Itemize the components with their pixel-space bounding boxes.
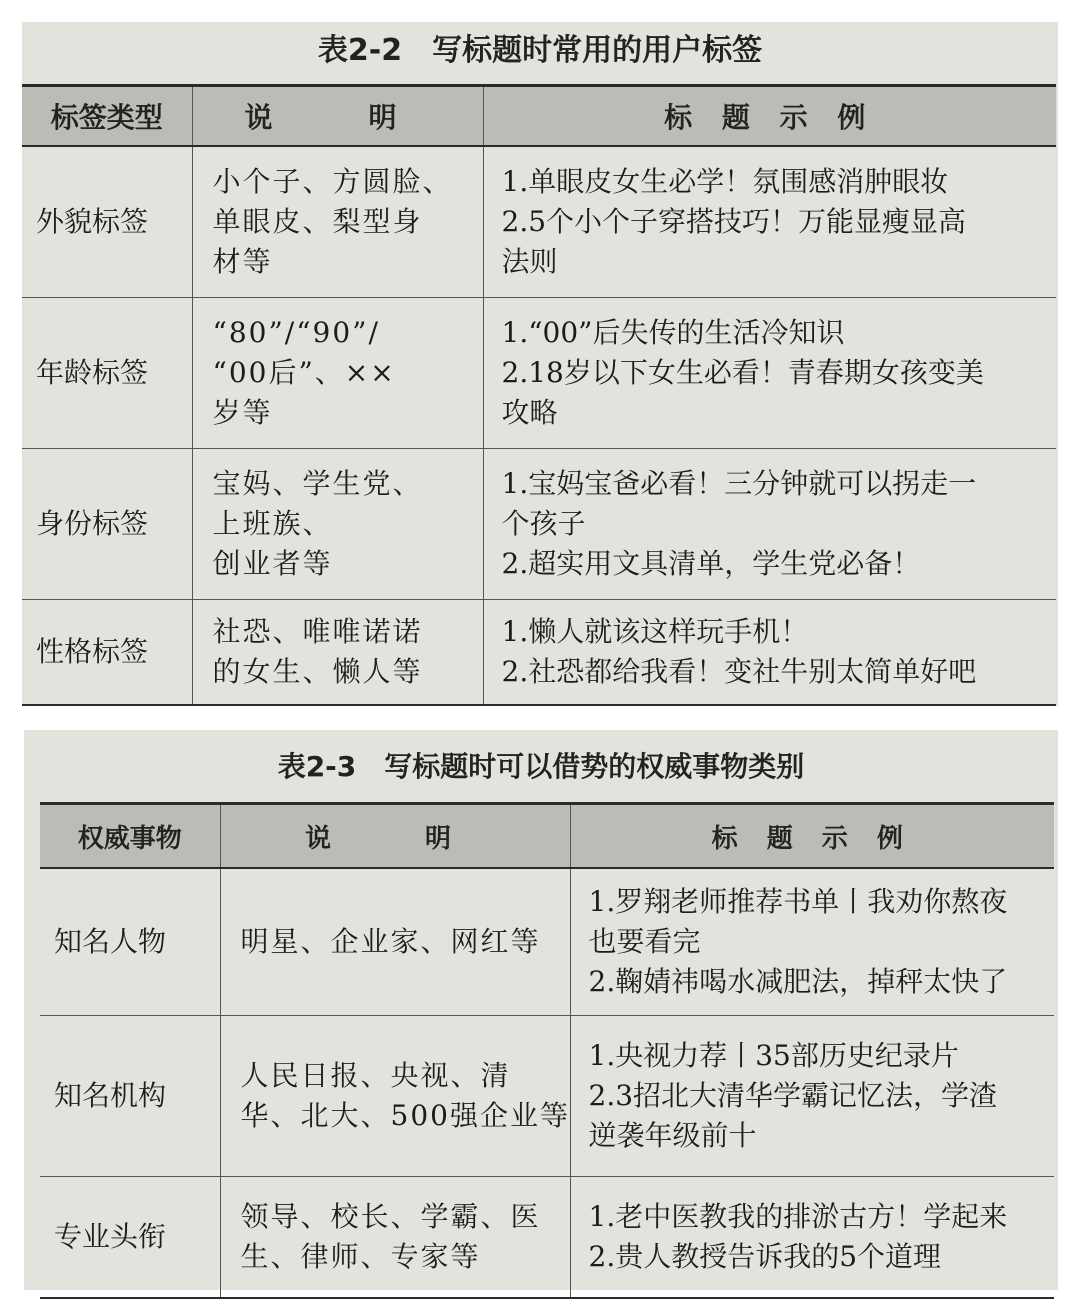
description-cell: “80”/“90”/ “00后”、×× 岁等: [192, 298, 483, 449]
tag-type-cell: 性格标签: [22, 600, 192, 706]
table-caption: 表2-3 写标题时可以借势的权威事物类别: [277, 750, 805, 783]
column-header: 标 题 示 例: [570, 804, 1054, 869]
description-cell: 领导、校长、学霸、医 生、律师、专家等: [220, 1177, 570, 1299]
table-row: [22, 449, 1056, 600]
user-tags-table: [22, 84, 1056, 706]
description-cell: 明星、企业家、网红等: [220, 868, 570, 1016]
example-cell: 1.宝妈宝爸必看！三分钟就可以拐走一 个孩子 2.超实用文具清单，学生党必备！: [483, 449, 1056, 600]
description-cell: 宝妈、学生党、 上班族、 创业者等: [192, 449, 483, 600]
table-row: [22, 600, 1056, 706]
table-2-3-page: [24, 730, 1058, 1290]
description-cell: 人民日报、央视、清 华、北大、500强企业等: [220, 1016, 570, 1177]
example-cell: 1.懒人就该这样玩手机！ 2.社恐都给我看！变社牛别太简单好吧: [483, 600, 1056, 706]
example-cell: 1.单眼皮女生必学！氛围感消肿眼妆 2.5个小个子穿搭技巧！万能显瘦显高 法则: [483, 146, 1056, 298]
authority-type-cell: 知名人物: [40, 868, 220, 1016]
description-cell: 社恐、唯唯诺诺 的女生、懒人等: [192, 600, 483, 706]
column-header: 标签类型: [22, 86, 192, 147]
table-row: [40, 1177, 1054, 1299]
tag-type-cell: 身份标签: [22, 449, 192, 600]
example-cell: 1.“00”后失传的生活冷知识 2.18岁以下女生必看！青春期女孩变美 攻略: [483, 298, 1056, 449]
table-caption: 表2-2 写标题时常用的用户标签: [317, 33, 763, 68]
column-header: 权威事物: [40, 804, 220, 869]
authority-table: [40, 802, 1054, 1299]
description-cell: 小个子、方圆脸、 单眼皮、梨型身 材等: [192, 146, 483, 298]
tag-type-cell: 年龄标签: [22, 298, 192, 449]
table-header-row: [40, 804, 1054, 869]
authority-type-cell: 知名机构: [40, 1016, 220, 1177]
authority-type-cell: 专业头衔: [40, 1177, 220, 1299]
tag-type-cell: 外貌标签: [22, 146, 192, 298]
column-header: 说 明: [220, 804, 570, 869]
table-header-row: [22, 86, 1056, 147]
table-row: [40, 868, 1054, 1016]
table-row: [22, 298, 1056, 449]
column-header: 标 题 示 例: [483, 86, 1056, 147]
table-row: [40, 1016, 1054, 1177]
column-header: 说 明: [192, 86, 483, 147]
example-cell: 1.央视力荐丨35部历史纪录片 2.3招北大清华学霸记忆法，学渣 逆袭年级前十: [570, 1016, 1054, 1177]
example-cell: 1.罗翔老师推荐书单丨我劝你熬夜 也要看完 2.鞠婧祎喝水减肥法，掉秤太快了: [570, 868, 1054, 1016]
table-row: [22, 146, 1056, 298]
example-cell: 1.老中医教我的排淤古方！学起来 2.贵人教授告诉我的5个道理: [570, 1177, 1054, 1299]
table-2-2-page: [22, 22, 1058, 706]
